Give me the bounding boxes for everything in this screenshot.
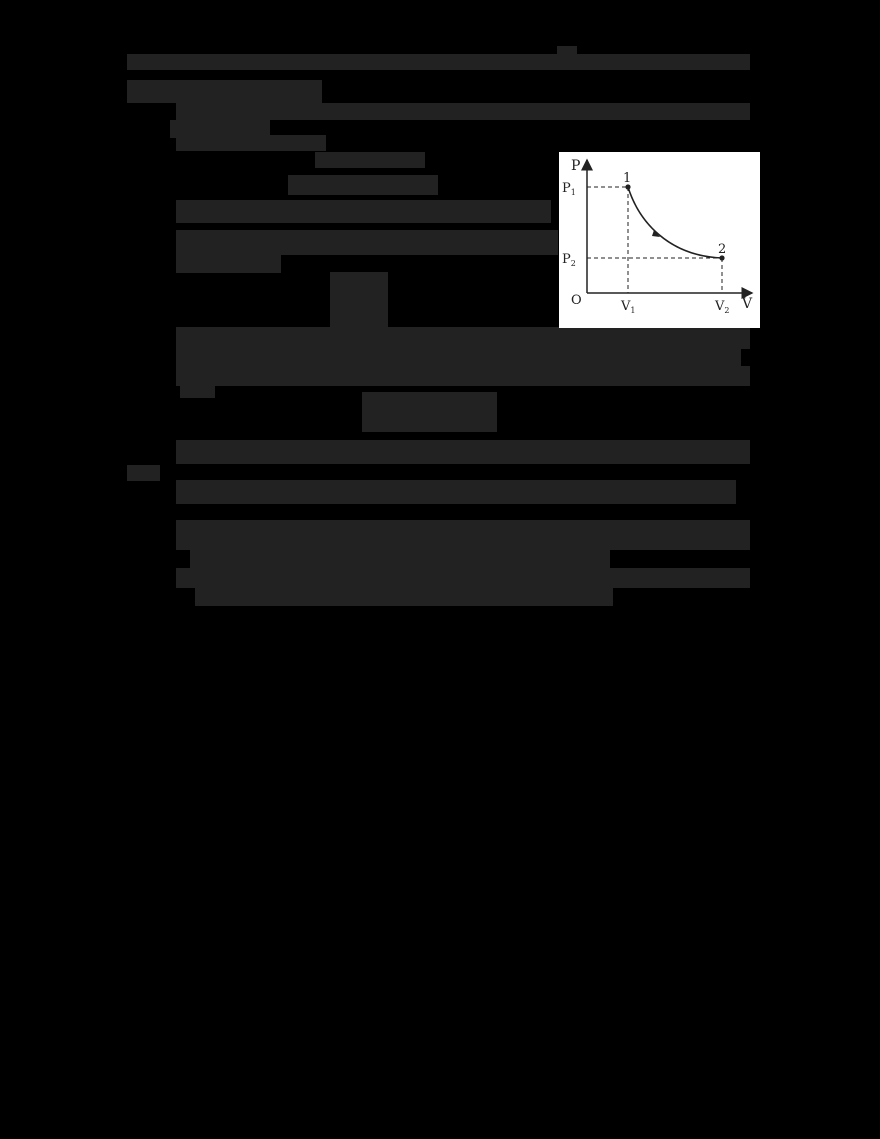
pv-diagram	[559, 152, 760, 328]
equation	[315, 152, 425, 168]
section-heading	[127, 80, 322, 103]
p1-label: $P_1$	[562, 181, 576, 197]
text-line	[176, 366, 750, 386]
list-item	[176, 480, 736, 504]
p2-label: $P_2$	[562, 252, 576, 268]
origin-label: O	[571, 293, 582, 308]
list-item	[176, 520, 750, 550]
text-line	[180, 385, 215, 398]
x-axis-label: V	[742, 296, 753, 312]
text-line	[176, 135, 326, 151]
v1-label: $V_1$	[621, 299, 636, 315]
text-line	[176, 200, 551, 223]
text-line	[176, 348, 741, 366]
v2-label: $V_2$	[715, 299, 730, 315]
equation	[362, 392, 497, 432]
text-line	[176, 103, 750, 120]
text-line	[127, 54, 750, 70]
figure-caption	[559, 328, 750, 338]
text-line	[176, 230, 558, 255]
point-2-label: 2	[718, 242, 727, 257]
equation	[288, 175, 438, 195]
process-curve	[628, 187, 722, 258]
list-item	[195, 588, 613, 606]
pv-diagram-figure	[559, 152, 760, 328]
y-axis-label: P	[571, 158, 581, 174]
section-label	[127, 465, 160, 481]
text-line	[176, 255, 281, 273]
point-1-label: 1	[623, 171, 632, 186]
text-line	[176, 440, 750, 464]
list-item	[190, 550, 610, 568]
list-item	[176, 568, 750, 588]
equation	[330, 272, 388, 328]
text-line	[557, 46, 577, 56]
